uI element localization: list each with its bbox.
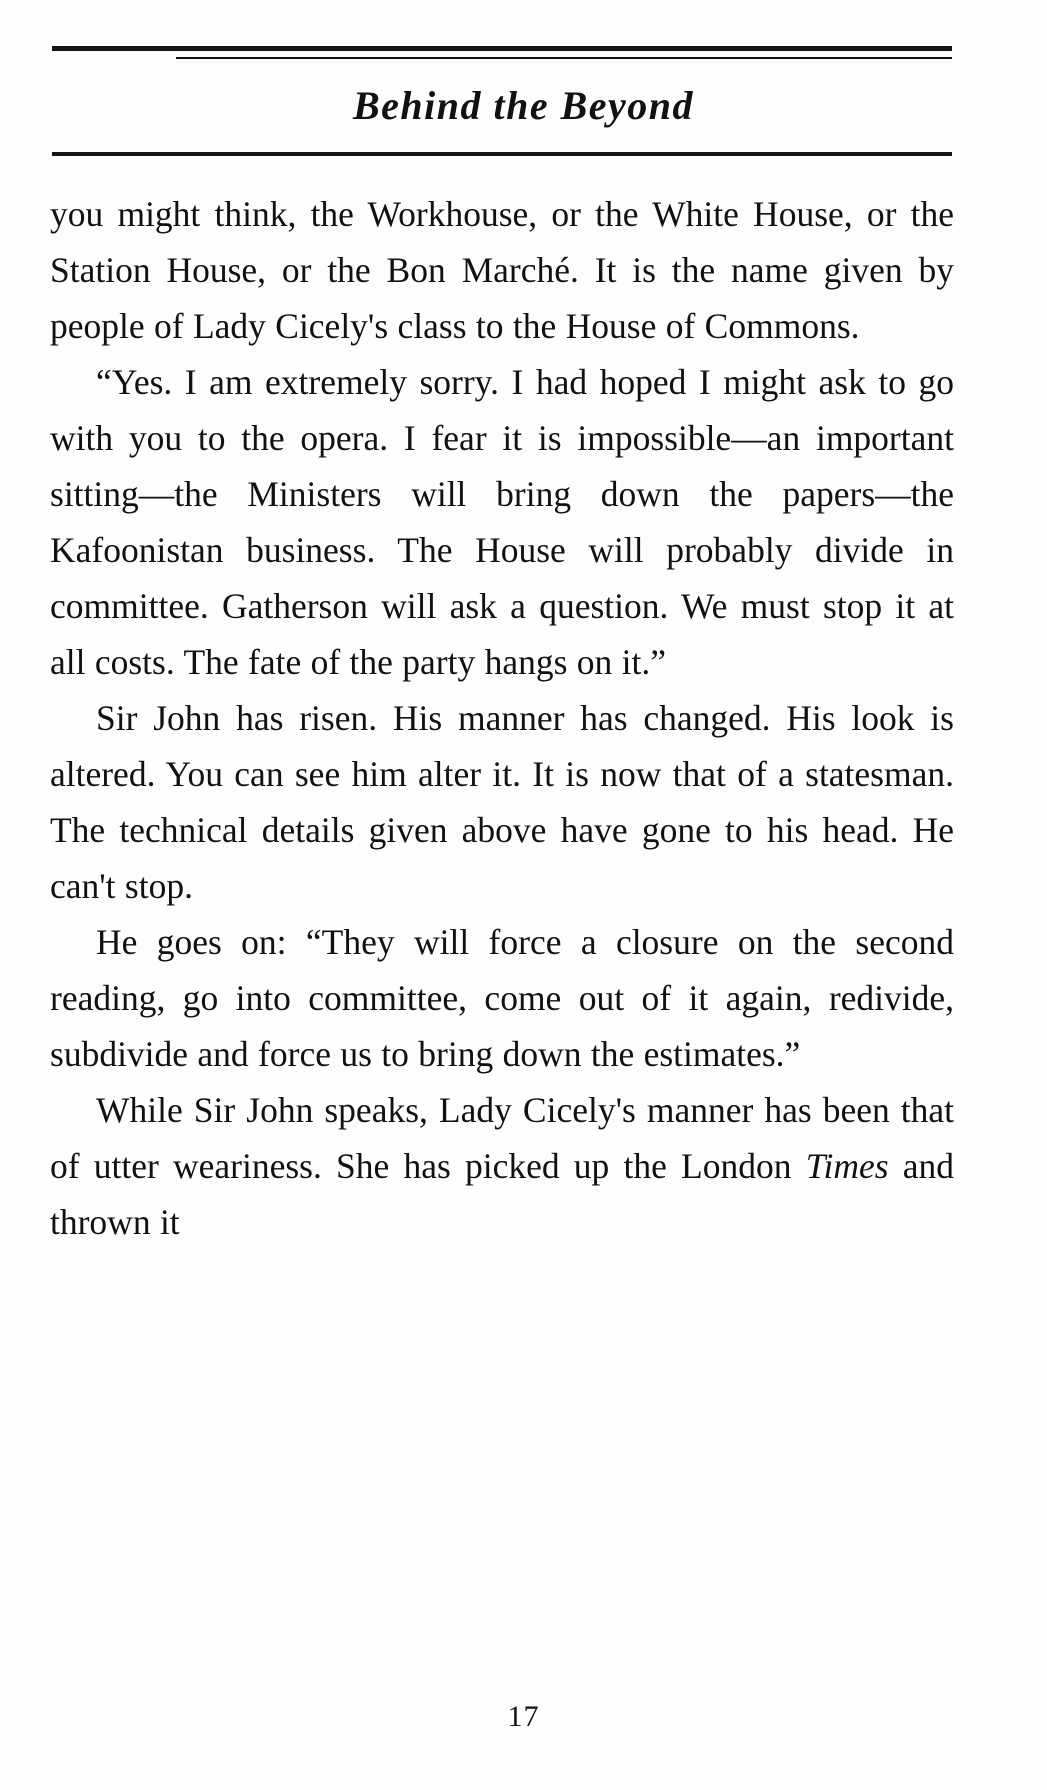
paragraph-5 <box>50 1082 954 1250</box>
body-text-block <box>50 186 954 1250</box>
paragraph-2: “Yes. I am extremely sorry. I had hoped I might ask to go with you to the opera. I fear it is impossible—an important sitting—the Ministers will bring down the papers—the Kafoonistan business. The House will probably divide in committee. Gatherson will ask a question. We must stop it at all costs. The fate of the party hangs on it.” <box>50 362 954 682</box>
paragraph-5-part-3: and thrown it <box>50 1146 954 1242</box>
paragraph-5-italic-title: Times <box>805 1146 889 1186</box>
header-rule-thin <box>176 57 952 59</box>
header-rule-thick <box>52 46 952 51</box>
running-head: Behind the Beyond <box>352 83 695 128</box>
header-rule-under-title <box>52 152 952 156</box>
paragraph-1: you might think, the Workhouse, or the White House, or the Station House, or the Bon Marché. It is the name given by people of Lady Cicely's class to the House of Commons. <box>50 194 954 346</box>
paragraph-3: Sir John has risen. His manner has changed. His look is altered. You can see him alter it. It is now that of a statesman. The technical details given above have gone to his head. He can't stop. <box>50 698 954 906</box>
paragraph-4: He goes on: “They will force a closure on the second reading, go into committee, come out of it again, redivide, subdivide and force us to bring down the estimates.” <box>50 922 954 1074</box>
paragraph-5-part-1: While Sir John speaks, Lady Cicely's manner has been that of utter weariness. She has picked up the London <box>50 1090 954 1186</box>
page-number: 17 <box>507 1700 540 1733</box>
